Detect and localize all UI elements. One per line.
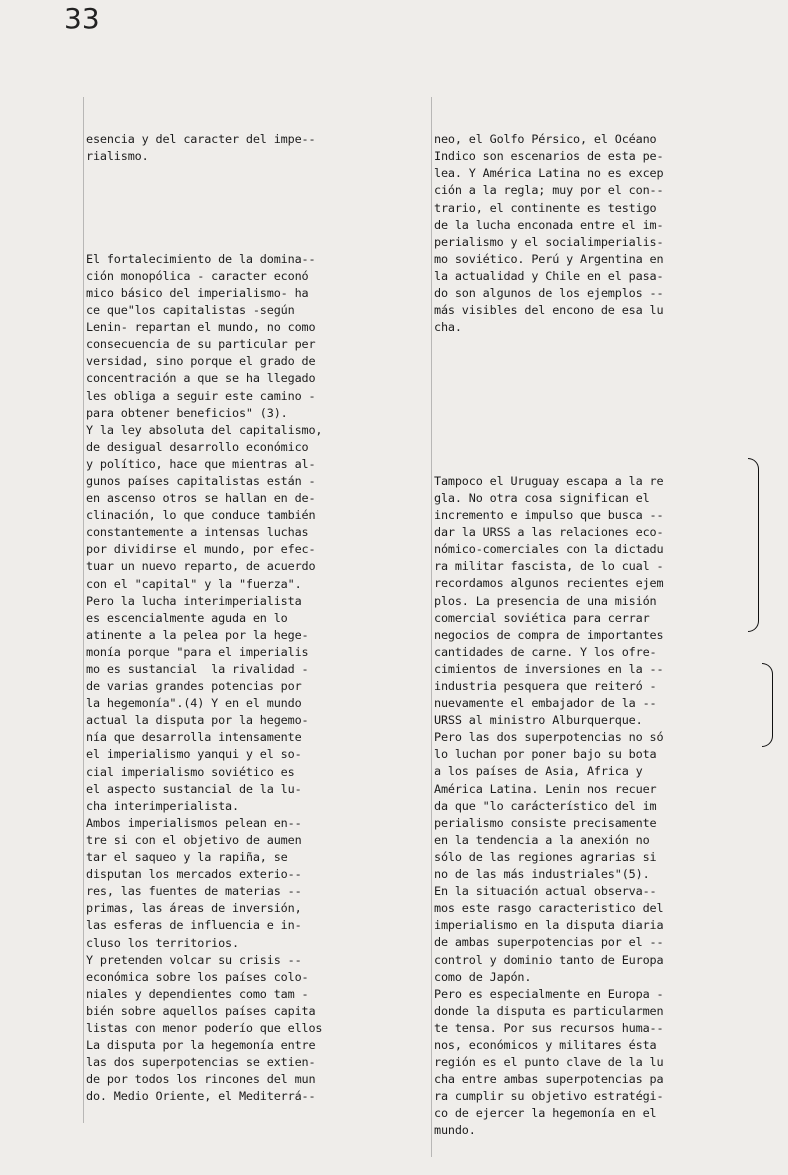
paragraph: esencia y del caracter del impe-- rialismo. bbox=[86, 132, 316, 164]
handwritten-bracket-mark bbox=[762, 663, 773, 747]
paragraph: Tampoco el Uruguay escapa a la re gla. No otra cosa significan el incremento e impulso que busca -- dar la URSS a las relaciones eco- nómico-comerciales con la dictadu ra militar fascista, de lo cual - recordamos algunos recientes ejem plos. La presencia de una misión comercial soviética para cerrar negocios de compra de importantes cantidades de carne. Y los ofre- cimientos de inversiones en la -- industria pesquera que reiteró - nuevamente el embajador de la -- URSS al ministro Alburquerque. Pero las dos superpotencias no só lo luchan por poner bajo su bota a los países de Asia, Africa y América Latina. Lenin nos recuer da que "lo carácterístico del im perialismo consiste precisamente en la tendencia a la anexión no sólo de las regiones agrarias si no de las más industriales"(5). En la situación actual observa-- mos este rasgo caracteristico del imperialismo en la disputa diaria de ambas superpotencias por el -- control y dominio tanto de Europa como de Japón. Pero es especialmente en Europa - donde la disputa es particularmen te tensa. Por sus recursos huma-- nos, económicos y militares ésta región es el punto clave de la lu cha entre ambas superpotencias pa ra cumplir su objetivo estratégi- co de ejercer la hegemonía en el mundo. bbox=[434, 473, 664, 1138]
right-text-column bbox=[434, 97, 760, 1157]
left-text-column bbox=[86, 97, 398, 1123]
handwritten-bracket-mark bbox=[748, 458, 759, 632]
paragraph: neo, el Golfo Pérsico, el Océano Indico son escenarios de esta pe- lea. Y América Latina no es excep ción a la regla; muy por el con-- trario, el continente es testigo de la lucha enconada entre el im- perialismo y el socialimperialis- mo soviético. Perú y Argentina en la actualidad y Chile en el pasa- do son algunos de los ejemplos -- más visibles del encono de esa lu cha. bbox=[434, 132, 664, 335]
page-number: 33 bbox=[64, 2, 100, 35]
paragraph: El fortalecimiento de la domina-- ción monopólica - caracter econó mico básico del imperialismo- ha ce que"los capitalistas -según Lenin- repartan el mundo, no como consecuencia de su particular per versidad, sino porque el grado de concentración a que se ha llegado les obliga a seguir este camino - para obtener beneficios" (3). Y la ley absoluta del capitalismo, de desigual desarrollo económico y político, hace que mientras al- gunos países capitalistas están - en ascenso otros se hallan en de- clinación, lo que conduce también constantemente a intensas luchas por dividirse el mundo, por efec- tuar un nuevo reparto, de acuerdo con el "capital" y la "fuerza". Pero la lucha interimperialista es escencialmente aguda en lo atinente a la pelea por la hege- monía porque "para el imperialis mo es sustancial la rivalidad - de varias grandes potencias por la hegemonía".(4) Y en el mundo actual la disputa por la hegemo- nía que desarrolla intensamente el imperialismo yanqui y el so- cial imperialismo soviético es el aspecto sustancial de la lu- cha interimperialista. Ambos imperialismos pelean en-- tre si con el objetivo de aumen tar el saqueo y la rapiña, se disputan los mercados exterio-- res, las fuentes de materias -- primas, las áreas de inversión, las esferas de influencia e in- cluso los territorios. Y pretenden volcar su crisis -- económica sobre los países colo- niales y dependientes como tam - bién sobre aquellos países capita listas con menor poderío que ellos La disputa por la hegemonía entre las dos superpotencias se extien- de por todos los rincones del mun do. Medio Oriente, el Mediterrá-- bbox=[86, 251, 323, 1104]
